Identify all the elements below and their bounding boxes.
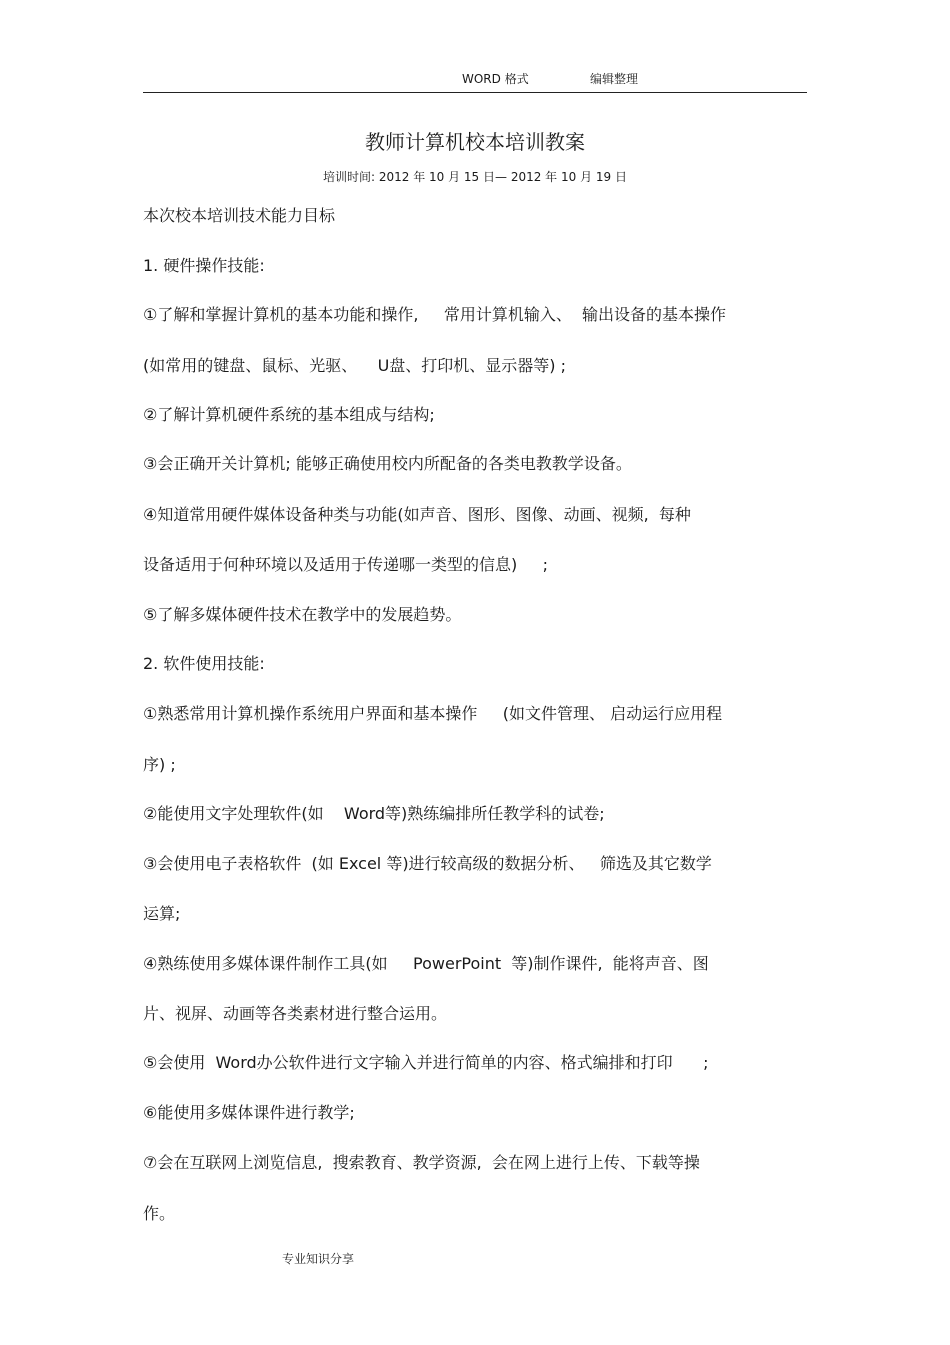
header-edit-label: 编辑整理 [590,72,639,86]
training-time: 培训时间: 2012 年 10 月 15 日— 2012 年 10 月 19 日 [323,170,627,184]
text-line: ①熟悉常用计算机操作系统用户界面和基本操作 (如文件管理、 启动运行应用程 [143,704,723,723]
text-line: ③会正确开关计算机; 能够正确使用校内所配备的各类电教教学设备。 [143,454,632,473]
text-line: (如常用的键盘、鼠标、光驱、 U盘、打印机、显示器等) ; [143,356,567,375]
text-line: ②能使用文字处理软件(如 Word等)熟练编排所任教学科的试卷; [143,804,605,823]
text-line: 作。 [143,1204,176,1223]
text-line: ④熟练使用多媒体课件制作工具(如 PowerPoint 等)制作课件, 能将声音、图 [143,954,709,973]
text-line: ⑥能使用多媒体课件进行教学; [143,1103,355,1122]
text-line: ③会使用电子表格软件 (如 Excel 等)进行较高级的数据分析、 筛选及其它数学 [143,854,712,873]
text-line: ②了解计算机硬件系统的基本组成与结构; [143,405,435,424]
text-line: 设备适用于何种环境以及适用于传递哪一类型的信息) ; [143,555,549,574]
text-line: ⑤会使用 Word办公软件进行文字输入并进行简单的内容、格式编排和打印 ; [143,1053,709,1072]
text-line: 运算; [143,904,181,923]
text-line: ①了解和掌握计算机的基本功能和操作, 常用计算机输入、 输出设备的基本操作 [143,305,727,324]
text-line: 片、视屏、动画等各类素材进行整合运用。 [143,1004,448,1023]
text-line: ⑤了解多媒体硬件技术在教学中的发展趋势。 [143,605,462,624]
header-format-label: WORD 格式 [462,72,529,86]
subsection-hardware: 1. 硬件操作技能: [143,256,265,275]
subsection-software: 2. 软件使用技能: [143,654,265,673]
document-title: 教师计算机校本培训教案 [365,130,585,154]
text-line: 序) ; [143,755,176,774]
page-header [143,70,807,93]
text-line: ⑦会在互联网上浏览信息, 搜索教育、教学资源, 会在网上进行上传、下载等操 [143,1153,700,1172]
text-line: ④知道常用硬件媒体设备种类与功能(如声音、图形、图像、动画、视频, 每种 [143,505,691,524]
page-footer: 专业知识分享 [282,1252,355,1266]
section-heading: 本次校本培训技术能力目标 [143,206,336,225]
